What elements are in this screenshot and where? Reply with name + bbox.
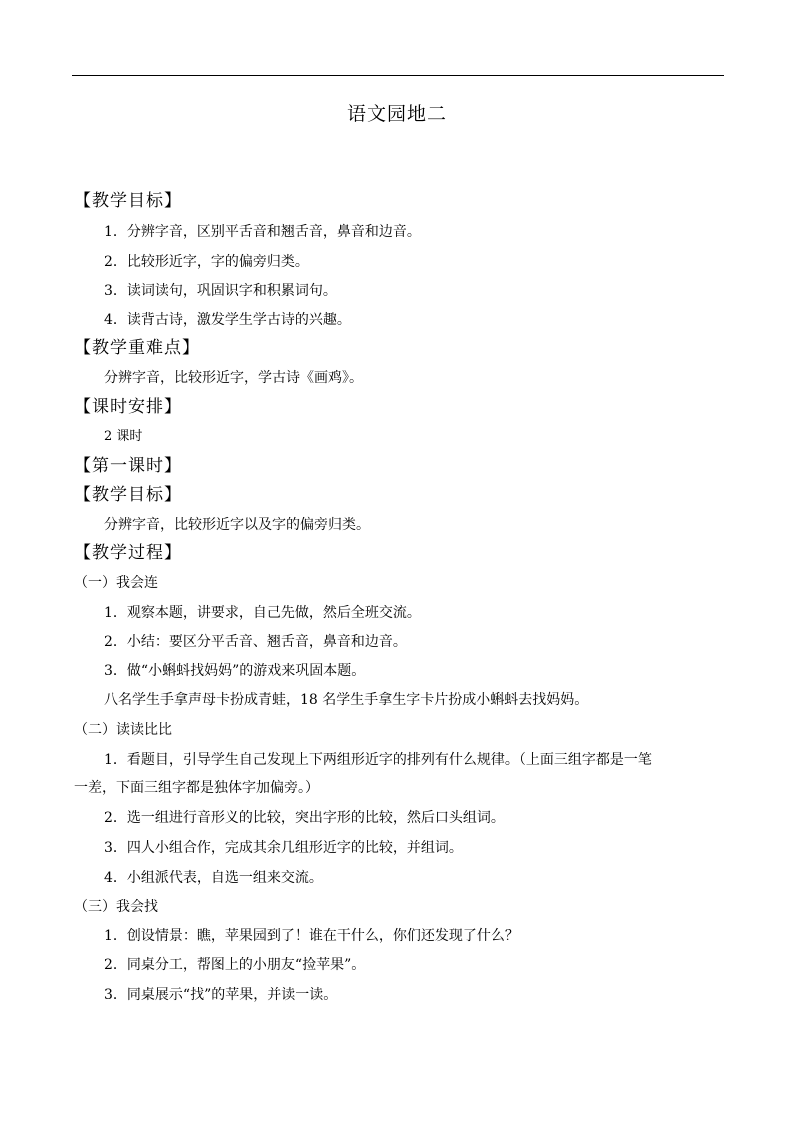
goal-item: 3．读词读句，巩固识字和积累词句。: [104, 283, 337, 299]
section3-item: 1．创设情景：瞧，苹果园到了！谁在干什么，你们还发现了什么？: [104, 928, 519, 944]
section2-item: 2．选一组进行音形义的比较，突出字形的比较，然后口头组词。: [104, 810, 505, 826]
section1-item: 2．小结：要区分平舌音、翘舌音，鼻音和边音。: [104, 634, 407, 650]
schedule-heading: 【课时安排】: [74, 397, 182, 417]
schedule-text: 2 课时: [104, 429, 143, 444]
section2-item: 1．看题目，引导学生自己发现上下两组形近字的排列有什么规律。（上面三组字都是一笔: [104, 752, 652, 768]
process-heading: 【教学过程】: [74, 543, 182, 563]
lesson1-goal-heading: 【教学目标】: [74, 485, 182, 505]
goal-item: 2．比较形近字，字的偏旁归类。: [104, 254, 309, 270]
goal-item: 1．分辨字音，区别平舌音和翘舌音，鼻音和边音。: [104, 224, 421, 240]
section3-item: 2．同桌分工，帮图上的小朋友“捡苹果”。: [104, 957, 366, 973]
section2-item: 4．小组派代表，自选一组来交流。: [104, 870, 323, 886]
section1-item: 1．观察本题，讲要求，自己先做，然后全班交流。: [104, 605, 421, 621]
section2-item-continuation: 一差，下面三组字都是独体字加偏旁。）: [74, 780, 319, 796]
lesson1-heading: 【第一课时】: [74, 456, 182, 476]
section1-title: （一）我会连: [74, 575, 158, 591]
header-rule: [72, 75, 724, 76]
section3-item: 3．同桌展示“找”的苹果，并读一读。: [104, 987, 338, 1003]
goals-heading: 【教学目标】: [74, 191, 182, 211]
page-title: 语文园地二: [346, 103, 447, 125]
section2-item: 3．四人小组合作，完成其余几组形近字的比较，并组词。: [104, 840, 463, 856]
section2-title: （二）读读比比: [74, 722, 172, 738]
section3-title: （三）我会找: [74, 899, 158, 915]
key-points-text: 分辨字音，比较形近字，学古诗《画鸡》。: [104, 370, 363, 386]
key-points-heading: 【教学重难点】: [74, 338, 200, 358]
section1-item: 3．做“小蝌蚪找妈妈”的游戏来巩固本题。: [104, 663, 366, 679]
goal-item: 4．读背古诗，激发学生学古诗的兴趣。: [104, 312, 351, 328]
lesson1-goal-text: 分辨字音，比较形近字以及字的偏旁归类。: [104, 517, 370, 533]
section1-note: 八名学生手拿声母卡扮成青蛙，18 名学生手拿生字卡片扮成小蝌蚪去找妈妈。: [104, 692, 589, 708]
